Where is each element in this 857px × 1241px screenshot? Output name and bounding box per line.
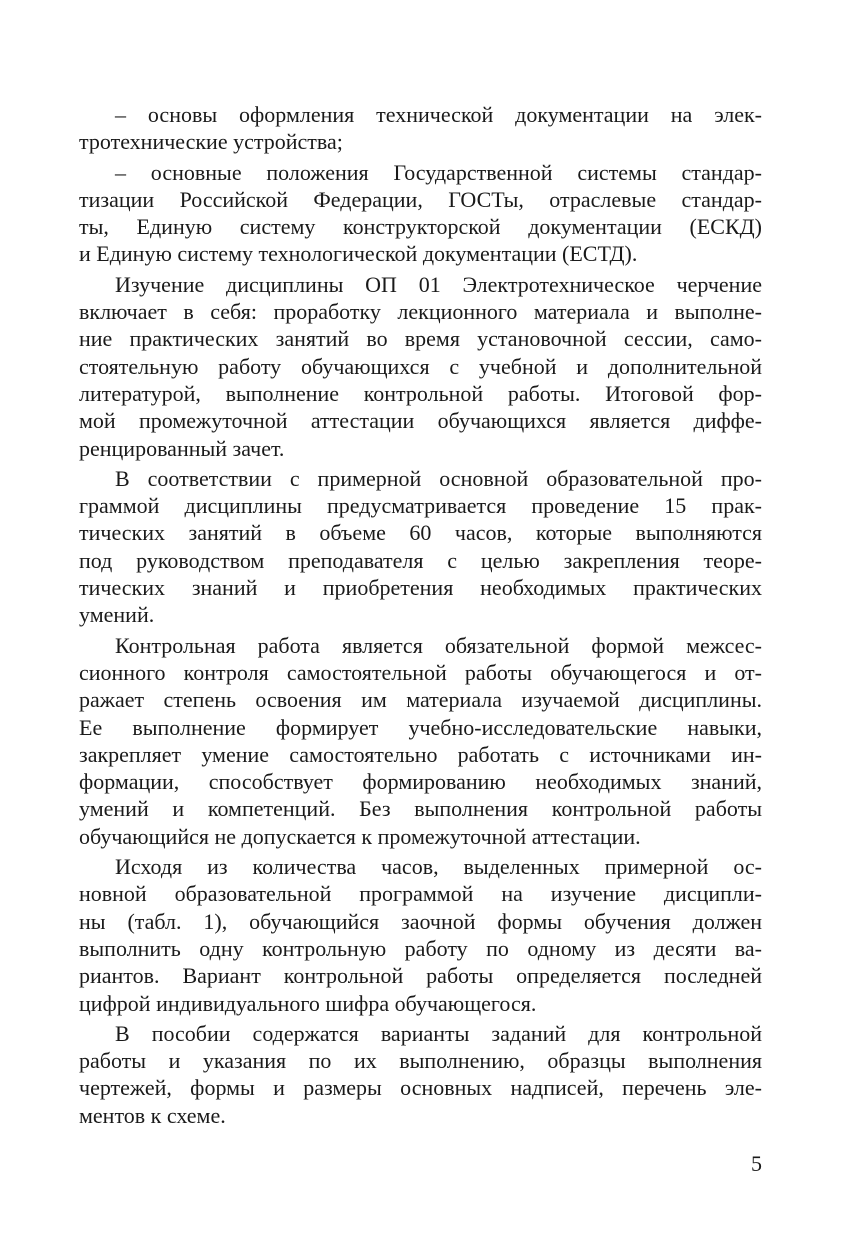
text-line: стоятельную работу обучающихся с учебной и дополнительной — [79, 353, 762, 379]
text-line: сионного контроля самостоятельной работы обучающегося и от- — [79, 659, 762, 685]
text-line: умений и компетенций. Без выполнения контрольной работы — [79, 796, 762, 822]
text-line: – основы оформления технической документации на элек- — [115, 102, 762, 127]
text-line: и Единую систему технологической документации (ЕСТД). — [79, 241, 638, 267]
text-line: В соответствии с примерной основной образовательной про- — [115, 465, 762, 491]
text-line: выполнить одну контрольную работу по одному из десяти ва- — [79, 935, 762, 961]
paragraph-3 — [79, 271, 762, 462]
text-line: Изучение дисциплины ОП 01 Электротехническое черчение — [115, 271, 762, 297]
text-line: граммой дисциплины предусматривается проведение 15 прак- — [79, 493, 762, 519]
text-line: под руководством преподавателя с целью закрепления теоре- — [79, 547, 762, 573]
text-line: мой промежуточной аттестации обучающихся является диффе- — [79, 408, 762, 434]
page-body — [79, 101, 762, 1129]
text-line: ражает степень освоения им материала изучаемой дисциплины. — [79, 687, 762, 713]
paragraph-4 — [79, 465, 762, 629]
text-line: Ее выполнение формирует учебно-исследовательские навыки, — [79, 714, 762, 740]
text-line: ментов к схеме. — [79, 1102, 226, 1128]
paragraph-2 — [79, 159, 762, 268]
text-line: тических занятий в объеме 60 часов, которые выполняются — [79, 520, 762, 546]
text-line: тических знаний и приобретения необходимых практических — [79, 575, 762, 601]
paragraph-6 — [79, 853, 762, 1017]
paragraph-1 — [79, 101, 762, 156]
text-line: ние практических занятий во время установочной сессии, само- — [79, 326, 762, 352]
text-line: ты, Единую систему конструкторской документации (ЕСКД) — [79, 214, 762, 240]
text-line: Исходя из количества часов, выделенных примерной ос- — [115, 854, 762, 880]
text-line: формации, способствует формированию необходимых знаний, — [79, 769, 762, 795]
text-line: литературой, выполнение контрольной работы. Итоговой фор- — [79, 380, 762, 406]
text-line: Контрольная работа является обязательной формой межсес- — [115, 632, 762, 658]
text-line: закрепляет умение самостоятельно работать с источниками ин- — [79, 741, 762, 767]
text-line: цифрой индивидуального шифра обучающегося. — [79, 990, 537, 1016]
text-line: включает в себя: проработку лекционного материала и выполне- — [79, 299, 762, 325]
text-line: чертежей, формы и размеры основных надписей, перечень эле- — [79, 1075, 762, 1101]
text-line: ны (табл. 1), обучающийся заочной формы обучения должен — [79, 908, 762, 934]
text-line: риантов. Вариант контрольной работы определяется последней — [79, 963, 762, 989]
text-line: работы и указания по их выполнению, образцы выполнения — [79, 1048, 762, 1074]
text-line: новной образовательной программой на изучение дисципли- — [79, 881, 762, 907]
text-line: обучающийся не допускается к промежуточной аттестации. — [79, 823, 641, 849]
text-line: тизации Российской Федерации, ГОСТы, отраслевые стандар- — [79, 186, 762, 212]
paragraph-5 — [79, 632, 762, 850]
text-line: ренцированный зачет. — [79, 435, 285, 461]
text-line: умений. — [79, 602, 155, 628]
page-number: 5 — [751, 1151, 762, 1176]
text-line: – основные положения Государственной системы стандар- — [115, 159, 762, 185]
text-line: В пособии содержатся варианты заданий для контрольной — [115, 1020, 762, 1046]
text-line: тротехнические устройства; — [79, 129, 343, 155]
paragraph-7 — [79, 1020, 762, 1129]
